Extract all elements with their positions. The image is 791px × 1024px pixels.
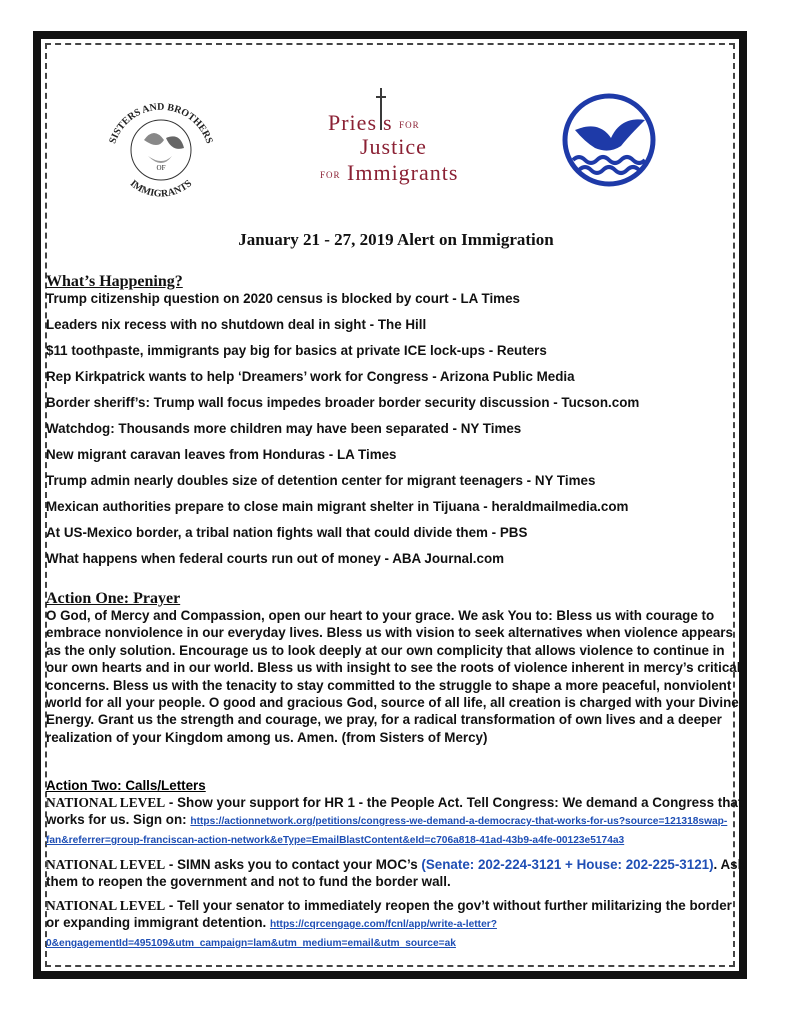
- news-list: [46, 290, 746, 567]
- news-item: Leaders nix recess with no shutdown deal in sight - The Hill: [46, 317, 427, 332]
- logo-justice-text: Justice: [360, 134, 427, 159]
- logo-left-bottom-text: IMMIGRANTS: [127, 178, 195, 200]
- news-item: Trump admin nearly doubles size of detention center for migrant teenagers - NY Times: [46, 473, 596, 488]
- action-one-section: [46, 590, 746, 746]
- action-text: - Show your support for HR 1 - the People Act. Tell Congress: We demand a Congress that works for us. Sign on:: [46, 795, 743, 827]
- dove-logo-icon: [559, 90, 659, 190]
- action-text: - Tell your senator to immediately reopen the gov’t without further militarizing the border or expanding immigrant detention.: [46, 898, 732, 930]
- whats-happening-section: [46, 273, 746, 576]
- action-level-label: NATIONAL LEVEL: [46, 795, 166, 810]
- news-item: Border sheriff’s: Trump wall focus impedes broader border security discussion - Tucson.com: [46, 395, 640, 410]
- news-item: $11 toothpaste, immigrants pay big for basics at private ICE lock-ups - Reuters: [46, 343, 547, 358]
- action-two-section: [46, 777, 746, 959]
- page-title: January 21 - 27, 2019 Alert on Immigration: [238, 230, 554, 249]
- action-link[interactable]: https://cqrcengage.com/fcnl/app/write-a-letter?0&engagementId=495109&utm_campaign=lam&utm_medium=email&utm_source=ak: [46, 919, 497, 949]
- logo-left-of-text: OF: [156, 164, 166, 172]
- news-item: Rep Kirkpatrick wants to help ‘Dreamers’ work for Congress - Arizona Public Media: [46, 369, 575, 384]
- news-item: Trump citizenship question on 2020 census is blocked by court - LA Times: [46, 291, 520, 306]
- logo-row: [46, 40, 746, 200]
- logo-left-top-text: SISTERS AND BROTHERS: [107, 101, 215, 146]
- page-content: [46, 40, 746, 949]
- whats-happening-heading: What’s Happening?: [46, 273, 183, 290]
- news-item: Watchdog: Thousands more children may have been separated - NY Times: [46, 421, 522, 436]
- news-item: New migrant caravan leaves from Honduras - LA Times: [46, 447, 397, 462]
- news-item: What happens when federal courts run out of money - ABA Journal.com: [46, 551, 505, 566]
- sisters-brothers-logo: [96, 78, 226, 208]
- action-item: [46, 897, 746, 952]
- action-text-after: . Ask them to reopen the government and not to fund the border wall.: [46, 857, 746, 889]
- action-one-heading: Action One: Prayer: [46, 590, 181, 607]
- prayer-text: O God, of Mercy and Compassion, open our heart to your grace. We ask You to: Bless us with courage to embrace nonviolence in our everyday lives. Bless us with vision to seek alternatives when violence appears as the only solution. Encourage us to look deeply at our own complicity that allows violence to continue in our own hearts and in our world. Bless us with insight to see the roots of violence inherent in mercy’s critical concerns. Bless us with the tenacity to stay committed to the struggle to shape a more peaceful, nonviolent world for all your people. O good and gracious God, source of all life, all creation is charged with your Divine Energy. Grant us the strength and courage, we pray, for a radical transformation of own lives and a deeper realization of your Kingdom among us. Amen. (from Sisters of Mercy): [46, 608, 741, 745]
- phone-numbers: (Senate: 202-224-3121 + House: 202-225-3121): [421, 857, 714, 872]
- svg-text:IMMIGRANTS: [128, 178, 195, 200]
- priests-justice-logo: [298, 88, 498, 188]
- action-two-heading: Action Two: Calls/Letters: [46, 778, 206, 793]
- news-item: Mexican authorities prepare to close main migrant shelter in Tijuana - heraldmailmedia.com: [46, 499, 629, 514]
- action-item: [46, 856, 746, 890]
- action-link[interactable]: https://actionnetwork.org/petitions/congress-we-demand-a-democracy-that-works-for-us?source=121318swap-fan&referrer=group-franciscan-action-network&eType=EmailBlastContent&eId=c706a818-41ad-43b9-a4fe-00123e5174a3: [46, 816, 728, 846]
- news-item: At US-Mexico border, a tribal nation fights wall that could divide them - PBS: [46, 525, 528, 540]
- action-level-label: NATIONAL LEVEL: [46, 898, 166, 913]
- logo-immigrants-text: FOR Immigrants: [320, 160, 459, 185]
- action-list: [46, 794, 746, 952]
- action-item: [46, 794, 746, 849]
- action-text: - SIMN asks you to contact your MOC’s: [165, 857, 422, 872]
- action-level-label: NATIONAL LEVEL: [46, 857, 166, 872]
- logo-priests-text: Pries s FOR: [328, 110, 420, 135]
